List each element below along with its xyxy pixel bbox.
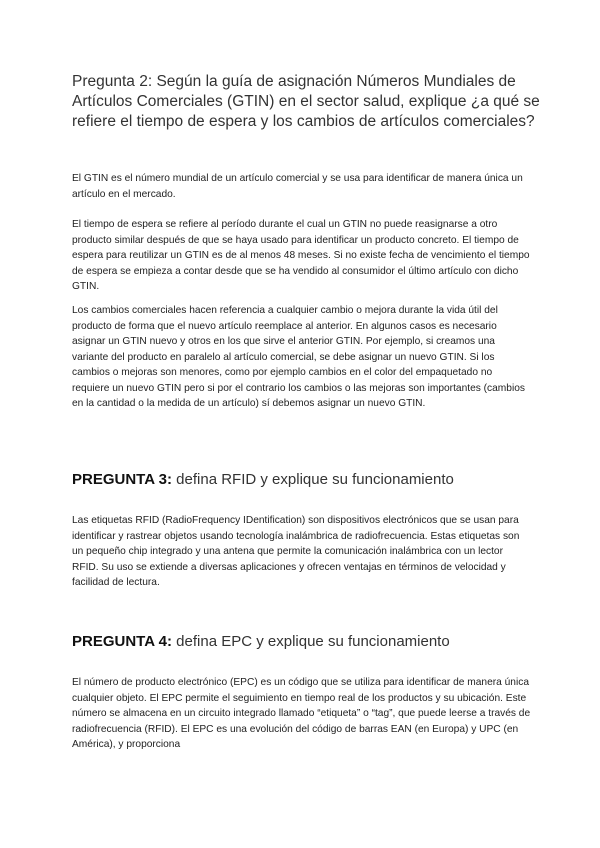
question-3-label: PREGUNTA 3: <box>72 471 173 488</box>
question-2-title: Pregunta 2: Según la guía de asignación Números Mundiales de Artículos Comerciales (GTIN) en el sector salud, explique ¿a qué se refiere el tiempo de espera y los cambios de artículos comerciales? <box>72 73 540 130</box>
q2-paragraph-commercial-changes: Los cambios comerciales hacen referencia a cualquier cambio o mejora durante la vida útil del producto de forma que el nuevo artículo reemplace al anterior. En algunos casos es necesario asignar un GTIN nuevo y otros en los que sirve el anterior GTIN. Por ejemplo, si creamos una variante del producto en paralelo al artículo comercial, se debe asignar un nuevo GTIN. Si los cambios o mejoras son menores, como por ejemplo cambios en el color del empaquetado no requiere un nuevo GTIN pero si por el contrario los cambios o las mejoras son importantes (cambios en la cantidad o la medida de un artículo) sí debemos asignar un nuevo GTIN. <box>72 305 525 409</box>
question-3-text: defina RFID y explique su funcionamiento <box>172 471 454 488</box>
q2-paragraph-gtin: El GTIN es el número mundial de un artículo comercial y se usa para identificar de manera única un artículo en el mercado. <box>72 173 523 200</box>
question-3-heading <box>72 470 542 490</box>
question-4-text: defina EPC y explique su funcionamiento <box>172 633 450 650</box>
q3-paragraph-rfid: Las etiquetas RFID (RadioFrequency IDentification) son dispositivos electrónicos que se usan para identificar y rastrear objetos usando tecnología inalámbrica de radiofrecuencia. Estas etiquetas son un pequeño chip integrado y una antena que permite la comunicación inalámbrica con un lector RFID. Su uso se extiende a diversas aplicaciones y ofrecen ventajas en términos de velocidad y facilidad de lectura. <box>72 515 520 588</box>
q2-paragraph-waiting-time: El tiempo de espera se refiere al período durante el cual un GTIN no puede reasignarse a otro producto similar después de que se haya usado para identificar un producto concreto. El tiempo de espera para reutilizar un GTIN es de al menos 48 meses. Si no existe fecha de vencimiento el tiempo de espera se empieza a contar desde que se ha vendido al consumidor el último artículo con dicho GTIN. <box>72 219 530 292</box>
question-4-heading <box>72 632 542 652</box>
q4-paragraph-epc: El número de producto electrónico (EPC) es un código que se utiliza para identificar de manera única cualquier objeto. El EPC permite el seguimiento en tiempo real de los productos y su ubicación. Este número se almacena en un circuito integrado llamado “etiqueta” o “tag”, que puede leerse a través de radiofrecuencia (RFID). El EPC es una evolución del código de barras EAN (en Europa) y UPC (en América), y proporciona <box>72 677 531 750</box>
question-4-label: PREGUNTA 4: <box>72 633 173 650</box>
